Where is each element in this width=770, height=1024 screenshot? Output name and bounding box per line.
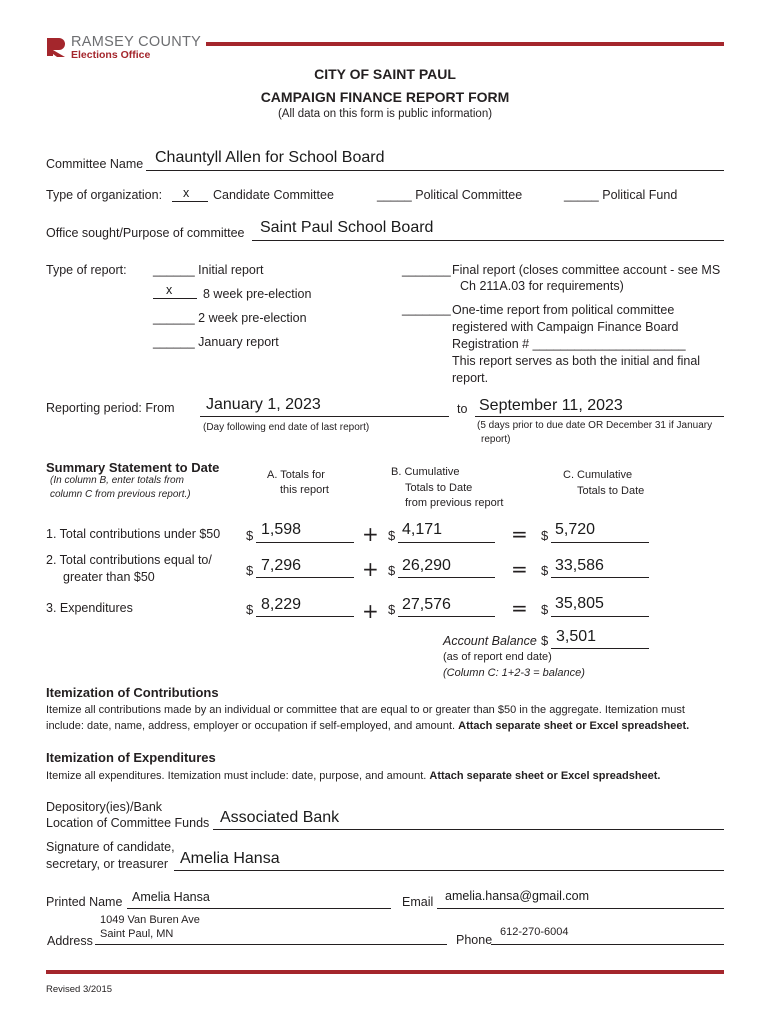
- final-report-line2: Ch 211A.03 for requirements): [460, 279, 624, 293]
- period-to-note1: (5 days prior to due date OR December 31 if January: [477, 420, 713, 431]
- row2-b-field[interactable]: 26,290: [402, 557, 451, 574]
- office-sought-line: [252, 240, 724, 241]
- balance-dollar: $: [541, 633, 549, 648]
- row1-b-field[interactable]: 4,171: [402, 521, 443, 538]
- signature-line: [174, 870, 724, 871]
- eight-week-blank: [153, 298, 197, 299]
- address-line: [95, 944, 447, 945]
- expenditures-text-plain: Itemize all expenditures. Itemization must include: date, purpose, and amount.: [46, 770, 430, 782]
- account-balance-label: Account Balance: [443, 634, 537, 648]
- row2-label: 2. Total contributions equal to/: [46, 553, 212, 567]
- col-c-header1: C. Cumulative: [563, 469, 633, 481]
- ramsey-county-logo: [45, 34, 215, 62]
- row3-plus: +: [362, 599, 379, 623]
- row2-b-dollar: $: [388, 563, 396, 578]
- phone-label: Phone: [456, 933, 493, 947]
- period-to-field[interactable]: September 11, 2023: [479, 397, 623, 414]
- two-week-option[interactable]: ______ 2 week pre-election: [153, 311, 307, 325]
- final-report-line1: Final report (closes committee account - see MS: [452, 263, 721, 277]
- contributions-text2-plain: include: date, name, address, employer or occupation if self-employed, and amount.: [46, 720, 459, 732]
- row1-a-line: [256, 542, 354, 543]
- row3-b-line: [398, 616, 495, 617]
- row3-a-dollar: $: [246, 602, 254, 617]
- header-red-bar: [206, 42, 724, 46]
- col-c-header2: Totals to Date: [577, 485, 645, 497]
- printed-name-line: [127, 908, 391, 909]
- logo-mark-icon: [45, 36, 69, 58]
- expenditures-attach-note: Attach separate sheet or Excel spreadsheet.: [429, 770, 661, 782]
- row2-c-line: [551, 577, 649, 578]
- committee-name-line: [146, 170, 724, 171]
- balance-note1: (as of report end date): [443, 651, 552, 663]
- phone-field[interactable]: 612-270-6004: [500, 926, 569, 938]
- row2-c-field[interactable]: 33,586: [555, 557, 604, 574]
- contributions-title: Itemization of Contributions: [46, 685, 219, 700]
- row1-label: 1. Total contributions under $50: [46, 527, 221, 541]
- january-report-option[interactable]: ______ January report: [153, 335, 279, 349]
- initial-report-option[interactable]: ______ Initial report: [153, 263, 264, 277]
- contributions-text1: Itemize all contributions made by an individual or committee that are equal to or greater than $50 in the aggregate. Itemization must: [46, 704, 685, 716]
- brand-sub: Elections Office: [71, 49, 151, 61]
- row3-a-field[interactable]: 8,229: [261, 596, 302, 613]
- period-to-note2: report): [481, 434, 511, 445]
- candidate-committee-label: Candidate Committee: [213, 188, 334, 202]
- eight-week-label: 8 week pre-election: [203, 287, 312, 301]
- eight-week-mark[interactable]: x: [166, 283, 173, 297]
- registration-number-field[interactable]: Registration # ______________________: [452, 337, 686, 351]
- row3-b-dollar: $: [388, 602, 396, 617]
- row1-c-dollar: $: [541, 528, 549, 543]
- period-to-label: to: [457, 402, 468, 416]
- brand-name: RAMSEY COUNTY: [71, 34, 202, 50]
- committee-name-label: Committee Name: [46, 157, 144, 171]
- bank-field[interactable]: Associated Bank: [220, 809, 340, 826]
- summary-title: Summary Statement to Date: [46, 460, 220, 475]
- signature-field[interactable]: Amelia Hansa: [180, 850, 280, 867]
- col-a-header2: this report: [280, 484, 329, 496]
- onetime-report-line5: report.: [452, 371, 489, 385]
- summary-note2: column C from previous report.): [50, 489, 191, 500]
- period-from-line: [200, 416, 449, 417]
- col-b-header1: B. Cumulative: [391, 466, 460, 478]
- period-to-line: [475, 416, 724, 417]
- row2-a-line: [256, 577, 354, 578]
- period-from-field[interactable]: January 1, 2023: [206, 396, 321, 413]
- bank-label1: Depository(ies)/Bank: [46, 800, 163, 814]
- onetime-report-blank[interactable]: _______: [402, 302, 451, 316]
- row3-equals: =: [511, 596, 528, 620]
- office-sought-field[interactable]: Saint Paul School Board: [260, 219, 434, 236]
- revised-date: Revised 3/2015: [46, 984, 113, 995]
- balance-note2: (Column C: 1+2-3 = balance): [443, 667, 585, 679]
- form-title: CAMPAIGN FINANCE REPORT FORM: [260, 89, 510, 105]
- printed-name-field[interactable]: Amelia Hansa: [132, 890, 210, 904]
- final-report-blank[interactable]: _______: [402, 263, 451, 277]
- row1-a-field[interactable]: 1,598: [261, 521, 302, 538]
- address-line1-field[interactable]: 1049 Van Buren Ave: [100, 914, 200, 926]
- row1-c-line: [551, 542, 649, 543]
- printed-name-label: Printed Name: [46, 895, 123, 909]
- signature-label1: Signature of candidate,: [46, 840, 175, 854]
- address-label: Address: [47, 934, 93, 948]
- row1-plus: +: [362, 522, 379, 546]
- contributions-attach-note: Attach separate sheet or Excel spreadsheet.: [458, 720, 690, 732]
- email-label: Email: [402, 895, 434, 909]
- col-b-header3: from previous report: [405, 497, 504, 509]
- reporting-period-label: Reporting period: From: [46, 401, 175, 415]
- onetime-report-line2: registered with Campaign Finance Board: [452, 320, 679, 334]
- public-info-note: (All data on this form is public information): [277, 108, 493, 120]
- committee-name-field[interactable]: Chauntyll Allen for School Board: [155, 149, 385, 166]
- office-sought-label: Office sought/Purpose of committee: [46, 226, 245, 240]
- row3-c-field[interactable]: 35,805: [555, 595, 604, 612]
- email-line: [437, 908, 724, 909]
- row3-label: 3. Expenditures: [46, 601, 133, 615]
- report-type-label: Type of report:: [46, 263, 127, 277]
- period-from-note: (Day following end date of last report): [203, 422, 370, 433]
- row3-c-dollar: $: [541, 602, 549, 617]
- col-b-header2: Totals to Date: [405, 482, 473, 494]
- email-field[interactable]: amelia.hansa@gmail.com: [445, 889, 590, 903]
- row1-b-dollar: $: [388, 528, 396, 543]
- row2-c-dollar: $: [541, 563, 549, 578]
- row1-a-dollar: $: [246, 528, 254, 543]
- row2-label2: greater than $50: [63, 570, 155, 584]
- row1-c-field[interactable]: 5,720: [555, 521, 596, 538]
- footer-red-bar: [46, 970, 724, 974]
- expenditures-text: [46, 770, 661, 782]
- row1-equals: =: [511, 522, 528, 546]
- phone-line: [491, 944, 724, 945]
- row2-a-field[interactable]: 7,296: [261, 557, 302, 574]
- row3-c-line: [551, 616, 649, 617]
- candidate-committee-blank: [172, 201, 208, 202]
- political-fund-option[interactable]: _____ Political Fund: [564, 188, 678, 202]
- onetime-report-line1: One-time report from political committee: [452, 303, 675, 317]
- org-type-label: Type of organization:: [46, 188, 163, 202]
- row3-a-line: [256, 616, 354, 617]
- col-a-header1: A. Totals for: [267, 469, 325, 481]
- row2-a-dollar: $: [246, 563, 254, 578]
- row2-equals: =: [511, 557, 528, 581]
- account-balance-field[interactable]: 3,501: [556, 628, 597, 645]
- bank-label2: Location of Committee Funds: [46, 816, 210, 830]
- row1-b-line: [398, 542, 495, 543]
- contributions-text2: [46, 720, 689, 732]
- row2-plus: +: [362, 557, 379, 581]
- political-committee-option[interactable]: _____ Political Committee: [377, 188, 523, 202]
- onetime-report-line4: This report serves as both the initial and final: [452, 354, 701, 368]
- address-line2-field[interactable]: Saint Paul, MN: [100, 928, 174, 940]
- summary-note1: (In column B, enter totals from: [50, 475, 184, 486]
- balance-line: [551, 648, 649, 649]
- row3-b-field[interactable]: 27,576: [402, 596, 451, 613]
- signature-label2: secretary, or treasurer: [46, 857, 169, 871]
- candidate-committee-mark[interactable]: x: [183, 186, 190, 200]
- expenditures-title: Itemization of Expenditures: [46, 750, 216, 765]
- row2-b-line: [398, 577, 495, 578]
- form-title-city: CITY OF SAINT PAUL: [314, 66, 456, 82]
- bank-line: [213, 829, 724, 830]
